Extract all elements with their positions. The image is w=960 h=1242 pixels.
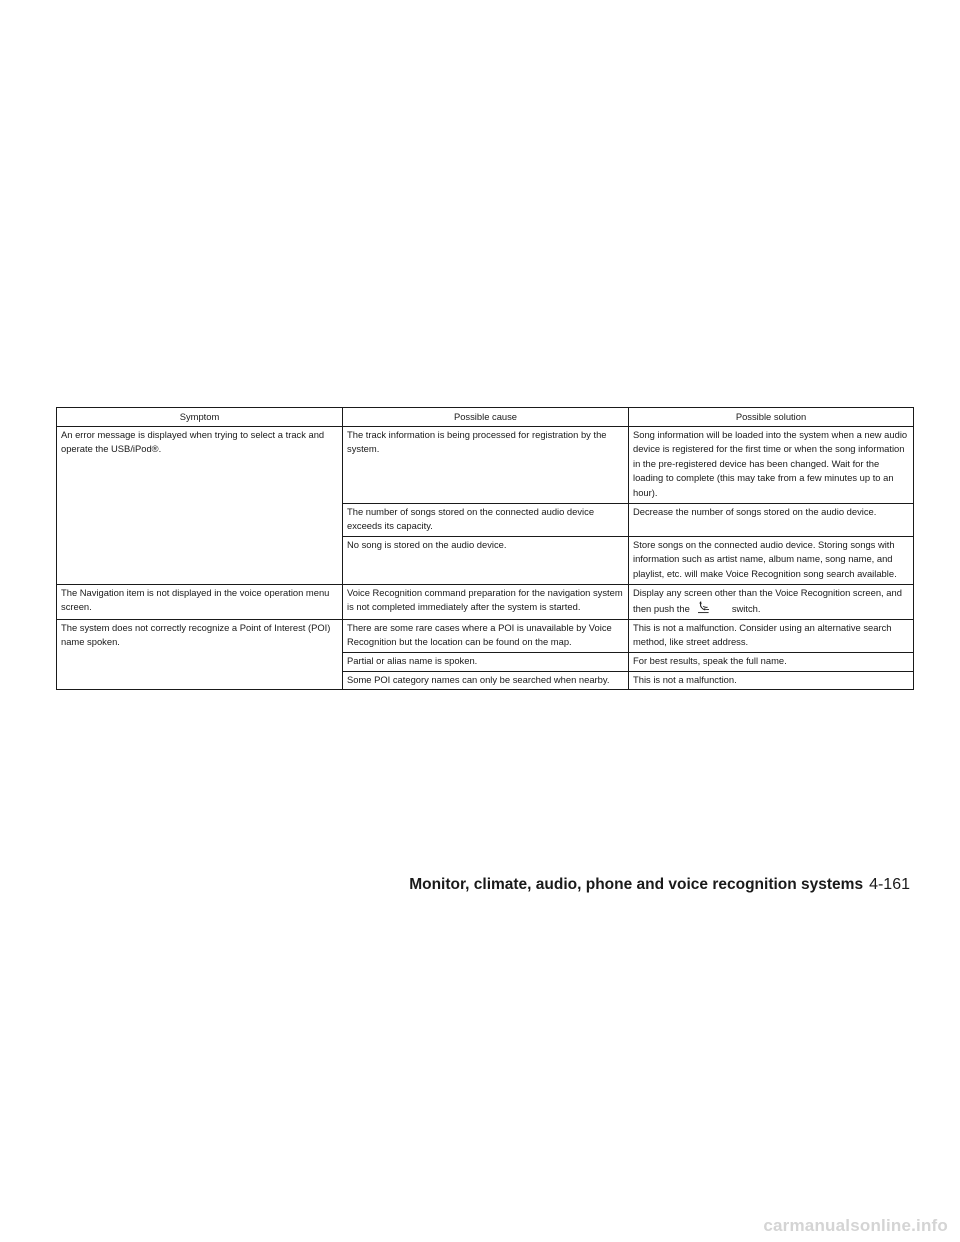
header-possible-cause: Possible cause (343, 408, 629, 427)
solution-text-after-icon: switch. (731, 603, 761, 615)
solution-text-before-icon: Display any screen other than the Voice Recognition screen, and then push the (633, 586, 902, 615)
header-symptom: Symptom (57, 408, 343, 427)
solution-cell: This is not a malfunction. Consider using an alternative search method, like street address. (629, 619, 914, 652)
page-footer (409, 876, 910, 894)
solution-cell: This is not a malfunction. (629, 671, 914, 690)
table-header-row (57, 408, 914, 427)
watermark: carmanualsonline.info (763, 1216, 948, 1235)
troubleshooting-table (56, 407, 914, 690)
cause-cell: There are some rare cases where a POI is unavailable by Voice Recognition but the location can be found on the map. (343, 619, 629, 652)
solution-cell: Decrease the number of songs stored on the audio device. (629, 503, 914, 536)
section-title: Monitor, climate, audio, phone and voice recognition systems (409, 876, 864, 893)
header-possible-solution: Possible solution (629, 408, 914, 427)
cause-cell: Voice Recognition command preparation for the navigation system is not completed immediately after the system is started. (343, 584, 629, 619)
solution-cell: For best results, speak the full name. (629, 652, 914, 671)
page-number: 4-161 (869, 876, 910, 893)
solution-cell: Store songs on the connected audio device. Storing songs with information such as artist name, album name, song name, and playlist, etc. will make Voice Recognition song search available. (629, 536, 914, 584)
cause-cell: The track information is being processed for registration by the system. (343, 426, 629, 503)
solution-cell: Song information will be loaded into the system when a new audio device is registered for the first time or when the song information in the pre-registered device has been changed. Wait for the loading to complete (this may take from a few minutes up to an hour). (629, 426, 914, 503)
cause-cell: The number of songs stored on the connected audio device exceeds its capacity. (343, 503, 629, 536)
table-row (57, 426, 914, 503)
symptom-cell: The system does not correctly recognize a Point of Interest (POI) name spoken. (57, 619, 343, 689)
troubleshooting-table-container (56, 407, 913, 690)
solution-cell (629, 584, 914, 619)
table-row (57, 584, 914, 619)
symptom-cell: An error message is displayed when trying to select a track and operate the USB/iPod®. (57, 426, 343, 584)
symptom-cell: The Navigation item is not displayed in the voice operation menu screen. (57, 584, 343, 619)
cause-cell: No song is stored on the audio device. (343, 536, 629, 584)
table-row (57, 619, 914, 652)
talk-switch-icon (696, 600, 710, 614)
cause-cell: Some POI category names can only be searched when nearby. (343, 671, 629, 690)
cause-cell: Partial or alias name is spoken. (343, 652, 629, 671)
